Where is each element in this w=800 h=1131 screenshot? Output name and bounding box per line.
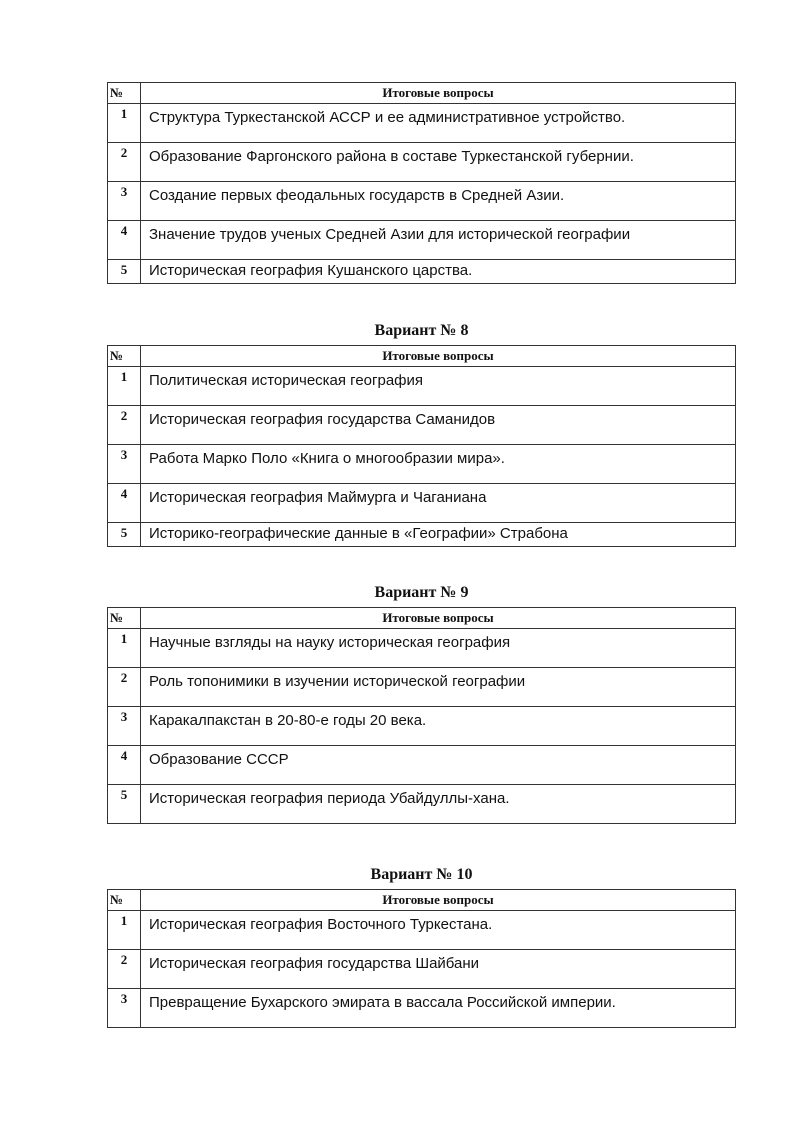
column-header-number: № [108, 346, 141, 367]
row-number: 1 [108, 367, 141, 406]
table-row [108, 367, 736, 406]
questions-table [107, 82, 736, 284]
row-number: 5 [108, 260, 141, 284]
questions-table [107, 345, 736, 547]
questions-table [107, 889, 736, 1028]
column-header-number: № [108, 890, 141, 911]
row-number: 2 [108, 143, 141, 182]
column-header-questions: Итоговые вопросы [141, 608, 736, 629]
question-text: Историческая география периода Убайдуллы-хана. [141, 785, 736, 824]
question-text: Научные взгляды на науку историческая география [141, 629, 736, 668]
questions-table [107, 607, 736, 824]
table-row [108, 182, 736, 221]
row-number: 4 [108, 221, 141, 260]
question-text: Значение трудов ученых Средней Азии для исторической географии [141, 221, 736, 260]
question-text: Образование СССР [141, 746, 736, 785]
row-number: 3 [108, 445, 141, 484]
question-text: Историческая география Маймурга и Чаганиана [141, 484, 736, 523]
row-number: 2 [108, 406, 141, 445]
table-row [108, 221, 736, 260]
row-number: 5 [108, 523, 141, 547]
table-row [108, 746, 736, 785]
row-number: 1 [108, 104, 141, 143]
row-number: 1 [108, 629, 141, 668]
table-row [108, 484, 736, 523]
question-text: Историческая география государства Саманидов [141, 406, 736, 445]
table-row [108, 911, 736, 950]
question-text: Превращение Бухарского эмирата в вассала Российской империи. [141, 989, 736, 1028]
table-row [108, 104, 736, 143]
table-row [108, 989, 736, 1028]
row-number: 3 [108, 989, 141, 1028]
table-row [108, 143, 736, 182]
variant-title: Вариант № 8 [374, 322, 469, 339]
row-number: 4 [108, 484, 141, 523]
table-row [108, 668, 736, 707]
column-header-questions: Итоговые вопросы [141, 83, 736, 104]
question-text: Историческая география Восточного Туркестана. [141, 911, 736, 950]
column-header-questions: Итоговые вопросы [141, 346, 736, 367]
table-row [108, 950, 736, 989]
row-number: 2 [108, 668, 141, 707]
table-row [108, 406, 736, 445]
variant-title: Вариант № 9 [374, 584, 469, 601]
column-header-number: № [108, 608, 141, 629]
question-text: Роль топонимики в изучении исторической географии [141, 668, 736, 707]
question-text: Политическая историческая география [141, 367, 736, 406]
table-row [108, 445, 736, 484]
question-text: Структура Туркестанской АССР и ее административное устройство. [141, 104, 736, 143]
table-row [108, 785, 736, 824]
question-text: Создание первых феодальных государств в Средней Азии. [141, 182, 736, 221]
row-number: 3 [108, 182, 141, 221]
question-text: Историческая география Кушанского царства. [141, 260, 736, 284]
row-number: 5 [108, 785, 141, 824]
question-text: Образование Фаргонского района в составе Туркестанской губернии. [141, 143, 736, 182]
question-text: Каракалпакстан в 20-80-е годы 20 века. [141, 707, 736, 746]
row-number: 3 [108, 707, 141, 746]
column-header-number: № [108, 83, 141, 104]
question-text: Работа Марко Поло «Книга о многообразии мира». [141, 445, 736, 484]
table-row [108, 707, 736, 746]
row-number: 2 [108, 950, 141, 989]
variant-title: Вариант № 10 [370, 866, 473, 883]
table-row [108, 629, 736, 668]
question-text: Историко-географические данные в «Географии» Страбона [141, 523, 736, 547]
row-number: 4 [108, 746, 141, 785]
row-number: 1 [108, 911, 141, 950]
column-header-questions: Итоговые вопросы [141, 890, 736, 911]
question-text: Историческая география государства Шайбани [141, 950, 736, 989]
table-row [108, 260, 736, 284]
table-row [108, 523, 736, 547]
